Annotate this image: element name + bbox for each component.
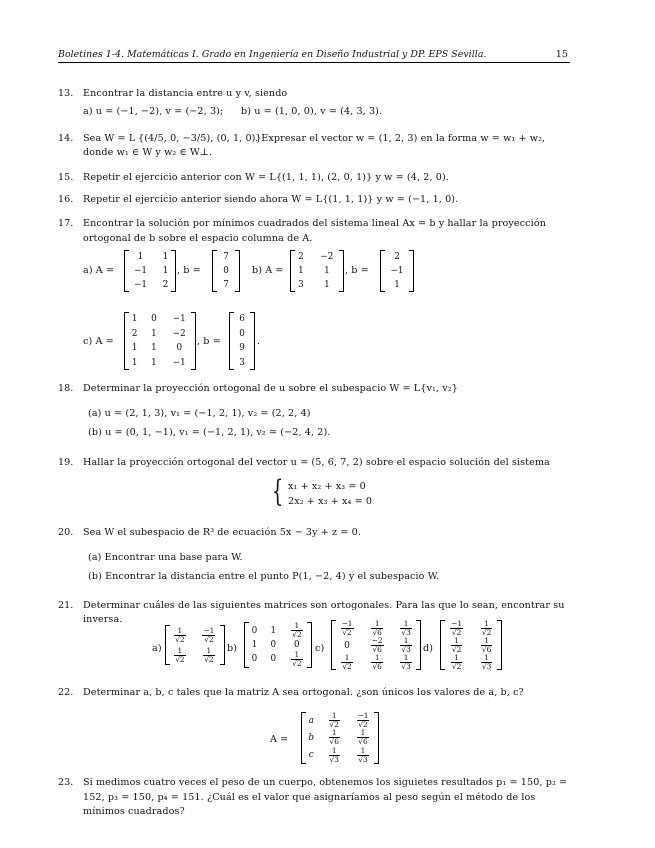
fraction: $\frac{-1}{√2}$ (357, 711, 369, 730)
matrix-cell: 0 (239, 328, 245, 339)
problem-15-number: 15. (58, 172, 74, 183)
matrix-21-label-d: d) (423, 643, 434, 654)
matrix-cell: 1 (137, 252, 144, 262)
fraction: $\frac{1}{√2}$ (292, 649, 302, 668)
page-header (58, 48, 570, 63)
matrix-cell: 3 (239, 357, 245, 368)
matrix-17a-A (124, 250, 176, 292)
fraction: $\frac{1}{√2}$ (481, 619, 492, 637)
problem-22-a-label: A = (270, 734, 289, 745)
fraction: $\frac{1}{√3}$ (401, 636, 411, 654)
fraction: $\frac{-1}{√2}$ (451, 619, 463, 637)
matrix-21a (165, 625, 225, 665)
matrix-cell: 0 (151, 314, 157, 325)
matrix-cell: 3 (298, 280, 304, 290)
problem-17-line1: Encontrar la solución por mínimos cuadrados del sistema lineal Ax = b y hallar la proyección (83, 218, 546, 229)
matrix-21-label-a: a) (152, 643, 162, 654)
matrix-cell: 1 (131, 343, 138, 354)
problem-13-b: b) u = (1, 0, 0), v = (4, 3, 3). (241, 106, 383, 117)
page-number: 15 (555, 49, 568, 60)
problem-20-number: 20. (58, 527, 74, 538)
fraction: $\frac{1}{√2}$ (204, 645, 214, 664)
problem-17-b-label: b) A = (252, 265, 284, 276)
matrix-cell: 6 (239, 314, 245, 325)
problem-20-text: Sea W el subespacio de R³ de ecuación 5x − 3y + z = 0. (83, 527, 362, 538)
matrix-cell: 1 (324, 266, 330, 276)
fraction: $\frac{-2}{√6}$ (371, 636, 383, 654)
matrix-cell: −1 (390, 266, 404, 276)
problem-18-number: 18. (58, 383, 74, 394)
fraction: $\frac{1}{√3}$ (401, 653, 411, 671)
matrix-cell: b (308, 732, 315, 743)
matrix-cell: 7 (223, 252, 229, 262)
matrix-22-A (301, 712, 379, 764)
matrix-cell: −1 (172, 314, 186, 325)
system-brace: { (271, 474, 284, 509)
matrix-cell: 0 (223, 266, 229, 276)
problem-14-number: 14. (58, 133, 74, 144)
fraction: $\frac{1}{√2}$ (342, 653, 352, 671)
fraction: $\frac{1}{√2}$ (451, 636, 462, 654)
problem-23-line1: Si medimos cuatro veces el peso de un cuerpo, obtenemos los siguietes resultados p₁ = 150, p₂ = (83, 777, 568, 788)
matrix-cell: 7 (223, 280, 229, 290)
fraction: $\frac{1}{√3}$ (358, 745, 368, 764)
problem-20-a: (a) Encontrar una base para W. (88, 552, 243, 563)
fraction: $\frac{1}{√2}$ (175, 625, 185, 644)
fraction: $\frac{1}{√2}$ (329, 711, 339, 730)
problem-16-text: Repetir el ejercicio anterior siendo ahora W = L{(1, 1, 1)} y w = (−1, 1, 0). (83, 194, 459, 205)
problem-21-number: 21. (58, 600, 74, 611)
matrix-cell: −1 (134, 280, 147, 290)
fraction: $\frac{1}{√6}$ (372, 619, 382, 637)
problem-18-text: Determinar la proyección ortogonal de u sobre el subespacio W = L{v₁, v₂} (83, 383, 458, 394)
problem-22-text: Determinar a, b, c tales que la matriz A sea ortogonal. ¿son únicos los valores de a, b, c? (83, 687, 524, 698)
system-eq1: x₁ + x₂ + x₃ = 0 (288, 481, 366, 492)
matrix-cell: −2 (172, 328, 186, 339)
header-title: Boletines 1-4. Matemáticas I. Grado en Ingeniería en Diseño Industrial y DP. EPS Sevilla. (58, 49, 487, 60)
problem-13-text: Encontrar la distancia entre u y v, siendo (83, 88, 288, 99)
matrix-cell: 2 (298, 252, 304, 262)
vector-17a-b (212, 250, 240, 292)
matrix-21c: $\frac{-1}{√2}$ $\frac{1}{√6}$ $\frac{1}{√3}$ 0 $\frac{-2}{√6}$ $\frac{1}{√3}$ $\frac{1}{√2}$ $\frac{1}{√6}$ $\frac{1}{√3}$ (331, 620, 421, 670)
matrix-cell: 2 (131, 328, 138, 339)
problem-14-line1-end: . Expresar el vector w = (1, 2, 3) en la forma w = w₁ + w₂, (255, 133, 546, 144)
problem-20-b: (b) Encontrar la distancia entre el punto P(1, −2, 4) y el subespacio W. (88, 571, 440, 582)
fraction: $\frac{1}{√2}$ (175, 645, 185, 664)
matrix-cell: −2 (320, 252, 334, 262)
vector-17b-b (380, 250, 414, 292)
matrix-cell: a (308, 715, 314, 726)
problem-15-text: Repetir el ejercicio anterior con W = L{(1, 1, 1), (2, 0, 1)} y w = (4, 2, 0). (83, 172, 449, 183)
problem-18-b: (b) u = (0, 1, −1), v₁ = (−1, 2, 1), v₂ = (−2, 4, 2). (88, 427, 331, 438)
fraction: $\frac{1}{√6}$ (372, 653, 382, 671)
matrix-cell: 9 (239, 343, 245, 354)
matrix-cell: c (308, 750, 314, 761)
problem-13-a: a) u = (−1, −2), v = (−2, 3); (83, 106, 224, 117)
matrix-cell: 0 (176, 343, 183, 354)
problem-23-line2: 152, p₃ = 150, p₄ = 151. ¿Cuál es el valor que asignaríamos al peso según el método de los (83, 792, 536, 803)
matrix-cell: 2 (394, 252, 400, 262)
fraction: $\frac{1}{√6}$ (329, 728, 339, 747)
problem-17-a-b-label: , b = (177, 265, 201, 276)
matrix-cell: 1 (162, 266, 169, 276)
matrix-cell: 1 (298, 266, 304, 276)
matrix-cell: −1 (172, 357, 186, 368)
matrix-cell: 1 (131, 357, 138, 368)
matrix-17c-A (124, 312, 196, 370)
fraction: $\frac{-1}{√2}$ (203, 625, 215, 644)
problem-23-number: 23. (58, 777, 74, 788)
matrix-cell: 1 (131, 314, 138, 325)
matrix-cell: 1 (162, 252, 169, 262)
problem-19-number: 19. (58, 457, 74, 468)
fraction: $\frac{1}{√2}$ (292, 621, 302, 640)
matrix-cell: 1 (151, 343, 157, 354)
matrix-17b-A (290, 250, 344, 292)
matrix-cell: 1 (151, 357, 157, 368)
fraction: $\frac{1}{√3}$ (329, 745, 339, 764)
problem-17-a-label: a) A = (83, 265, 115, 276)
fraction: $\frac{1}{√3}$ (481, 653, 492, 671)
problem-17-b-b-label: , b = (345, 265, 369, 276)
matrix-21-label-c: c) (315, 643, 325, 654)
system-eq2: 2x₂ + x₃ + x₄ = 0 (288, 496, 373, 507)
problem-22-number: 22. (58, 687, 74, 698)
matrix-cell: 1 (394, 280, 400, 290)
fraction: $\frac{1}{√6}$ (481, 636, 492, 654)
problem-16-number: 16. (58, 194, 74, 205)
problem-21-line1: Determinar cuáles de las siguientes matrices son ortogonales. Para las que lo sean, encontrar su (83, 600, 565, 611)
problem-17-line2: ortogonal de b sobre el espacio columna de A. (83, 233, 313, 244)
problem-14-line2: donde w₁ ∈ W y w₂ ∈ W⊥. (83, 147, 213, 158)
problem-17-c-b-label: , b = (197, 336, 221, 347)
problem-17-number: 17. (58, 218, 74, 229)
fraction: $\frac{-1}{√2}$ (341, 619, 353, 637)
problem-17-c-end: . (257, 336, 261, 347)
problem-17-c-label: c) A = (83, 336, 114, 347)
problem-23-line3: mínimos cuadrados? (83, 806, 185, 817)
fraction: $\frac{1}{√6}$ (358, 728, 368, 747)
matrix-21-label-b: b) (227, 643, 238, 654)
problem-13-number: 13. (58, 88, 74, 99)
problem-14-set: {(4/5, 0, −3/5), (0, 1, 0)} (138, 133, 262, 144)
matrix-cell: −1 (134, 266, 147, 276)
fraction: $\frac{1}{√3}$ (401, 619, 411, 637)
problem-19-text: Hallar la proyección ortogonal del vector u = (5, 6, 7, 2) sobre el espacio solución del sistema (83, 457, 550, 468)
matrix-cell: 1 (151, 328, 157, 339)
problem-21-line2: inversa. (83, 614, 123, 625)
vector-17c-b (229, 312, 255, 370)
fraction: $\frac{1}{√2}$ (451, 653, 462, 671)
matrix-cell: 1 (324, 280, 330, 290)
problem-14-line1-start: Sea W = L (83, 133, 136, 144)
matrix-21b: 0 1 $\frac{1}{√2}$ 1 0 0 0 0 $\frac{1}{√2}$ (244, 622, 312, 668)
matrix-21d (440, 620, 502, 670)
problem-18-a: (a) u = (2, 1, 3), v₁ = (−1, 2, 1), v₂ = (2, 2, 4) (88, 408, 311, 419)
matrix-cell: 2 (162, 280, 169, 290)
